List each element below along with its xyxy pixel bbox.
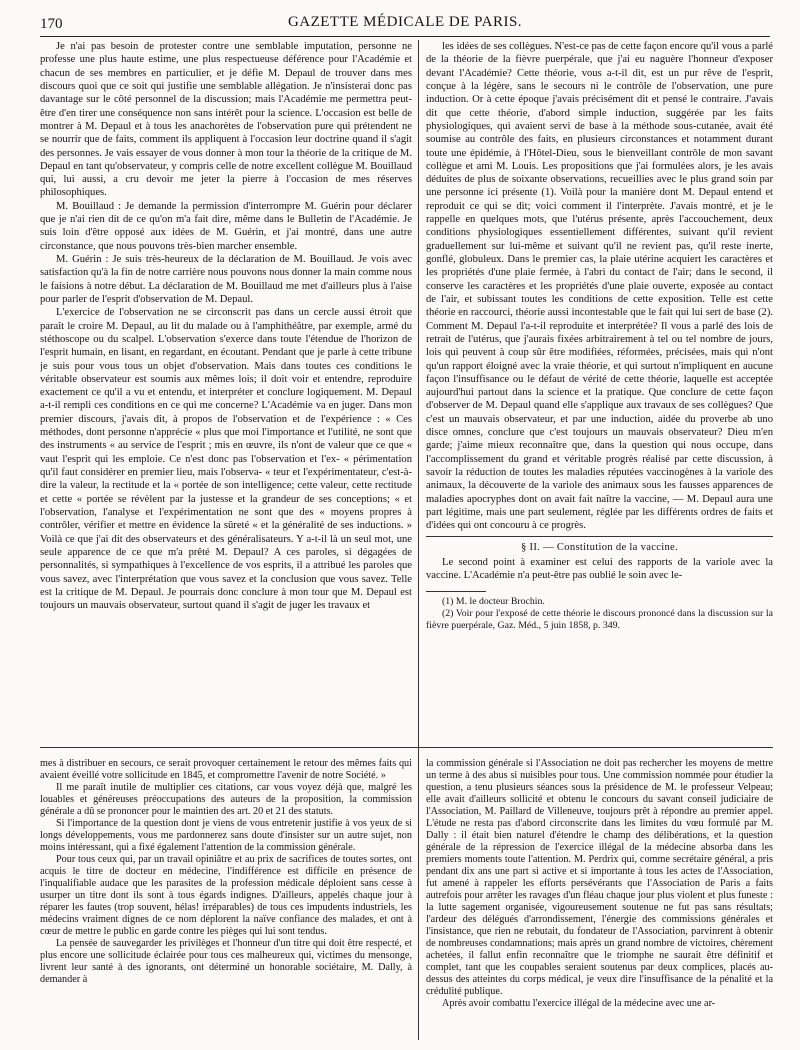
paragraph: L'exercice de l'observation ne se circonscrit pas dans un cercle aussi étroit que paraît le croire M. Depaul, au lit du malade ou à l'amphithéâtre, par exemple, armé du stéthoscope ou du scalpel. L'observation s'exerce dans toute l'étendue de l'horizon de l'esprit humain, en lisant, en regardant, en écoutant. Pendant que je parle à cette tribune je suis pour vous tous un objet d'observation. Mais dans toutes ces conditions le véritable observateur est soumis aux mêmes lois; il doit voir et entendre, reproduire exactement ce qu'il a vu et entendu, et interpréter et conclure logiquement. M. Depaul a-t-il rempli ces conditions en ce qui me concerne? L'Académie va en juger. Dans mon premier discours, j'avais dit, à propos de l'observation et de l'expérience : « Ces méthodes, dont personne n'apprécie « plus que moi l'importance et l'utilité, ne sont que des instruments « au service de l'esprit ; mis en œuvre, ils n'ont de valeur que ce que « vaut l'esprit qui les emploie. Ce n'est donc pas l'observation et l'ex- « périmentation qu'il faut considérer en premier lieu, mais l'observa- « teur et l'expérimentateur, c'est-à-dire la valeur, la rectitude et la « portée de son intelligence; cette valeur, cette rectitude et cette « portée se révèlent par la justesse et la grandeur de ses conceptions; « et l'observation, l'analyse et l'expérimentation ne sont que des « moyens propres à contrôler, vérifier et mettre en évidence la sûreté « et la généralité de ses inductions. » Voilà ce que j'ai dit des observateurs et des généralisateurs. Y a-t-il là un seul mot, une seule apparence de ce que m'a prêté M. Depaul? A ces paroles, si dégagées de personnalités, si sympathiques à l'excellence de vos esprits, il a attribué les paroles que vous savez, avec l'interprétation que vous savez et la conclusion que vous savez. Telle est la critique de M. Depaul. Je pourrais donc conclure à mon tour que M. Depaul est toujours un mauvais observateur, surtout quand il s'agit de juger les travaux et (40, 307, 412, 612)
paragraph: M. Bouillaud : Je demande la permission d'interrompre M. Guérin pour déclarer que je n'ai rien dit de ce qu'on m'a fait dire, même dans le Bulletin de l'Académie. Je suis loin d'être opposé aux idées de M. Guérin, et j'ai montré, dans une autre circonstance, que nous pouvons très-bien marcher ensemble. (40, 200, 412, 252)
top-left-column (40, 40, 412, 740)
paragraph: Il me paraît inutile de multiplier ces citations, car vous voyez déjà que, malgré les louables et généreuses préoccupations des auteurs de la proposition, la commission générale a dû se prononcer pour le maintien des art. 20 et 21 des statuts. (40, 782, 412, 818)
section-heading: § II. — Constitution de la vaccine. (520, 541, 678, 553)
paragraph: Pour tous ceux qui, par un travail opiniâtre et au prix de sacrifices de toutes sortes, ont acquis le titre de docteur en médecine, l'indifférence est difficile en présence de l'inqualifiable audace que les parasites de la profession médicale déploient sans cesse à usurper un titre dont ils sont à tous égards indignes. D'ailleurs, appelés chaque jour à réparer les fautes (trop souvent, hélas! irréparables) de tous ces impudents industriels, les médecins vraiment dignes de ce nom déplorent la naïve confiance des malades, et ont à cœur de mettre le public en garde contre les pièges qui lui sont tendus. (40, 854, 412, 938)
paragraph: Le second point à examiner est celui des rapports de la variole avec la vaccine. L'Académie n'a peut-être pas oublié le soin avec le- (426, 556, 773, 582)
paragraph: mes à distribuer en secours, ce serait provoquer certainement le retour des mêmes faits qui avaient éveillé votre sollicitude en 1845, et compromettre l'avenir de notre Société. » (40, 758, 412, 782)
paragraph: Après avoir combattu l'exercice illégal de la médecine avec une ar- (442, 998, 716, 1010)
footnote: (2) Voir pour l'exposé de cette théorie le discours prononcé dans la discussion sur la fièvre puerpérale, Gaz. Méd., 5 juin 1858, p. 349. (426, 607, 773, 631)
section-divider (40, 747, 773, 748)
journal-title: GAZETTE MÉDICALE DE PARIS. (287, 14, 523, 30)
paragraph: les idées de ses collègues. N'est-ce pas de cette façon encore qu'il vous a parlé de la théorie de la fièvre puerpérale, que j'ai eu naguère l'honneur d'exposer devant l'Académie? Cette théorie, vous a-t-il dit, est un pur rêve de l'esprit, conçue à la légère, sans le secours ni le contrôle de l'observation, une pure induction. Or à cette époque j'avais précisément dit et pensé le contraire. J'avais dit que cette théorie, d'abord simple induction, suggérée par les faits physiologiques, qui avaient servi de base à la méthode sous-cutanée, avait été soumise au contrôle des faits, en plusieurs circonstances et notamment durant toute une épidémie, à l'Hôtel-Dieu, sous le bienveillant contrôle de mon savant collègue et ami M. Louis. Les propositions que j'ai formulées alors, je les avais déduites de plus de soixante observations, recueillies avec le plus grand soin par une personne ici présente (1). Voilà pour la manière dont M. Depaul entend et reproduit ce qui se dit; voici comment il l'interprète. J'avais montré, et je le rappelle en quelques mots, que l'utérus présente, après l'accouchement, deux conditions physiologiques essentiellement différentes, suivant qu'il revient graduellement sur lui-même et suivant qu'il ne revient pas, qu'il reste inerte, gonflé, globuleux. Dans le premier cas, la plaie utérine acquiert les caractères et les propriétés d'une plaie fermée, à l'abri du contact de l'air; dans le second, il conserve les caractères et les propriétés d'une plaie ouverte, exposée au contact de l'air, et subissant toutes les conditions de cette exposition. Telle est cette théorie en raccourci, théorie aussi incontestable que le fait qui lui sert de base (2). Comment M. Depaul l'a-t-il reproduite et interprétée? Il vous a parlé des lois de retrait de l'utérus, que j'aurais fixées arbitrairement à tel ou tel nombre de jours, lois qui peuvent à coup sûr être modifiées, réformées, précisées, mais qui n'ont qu'un rapport éloigné avec la vraie théorie, et qui surtout n'impliquent en aucune façon l'insuffisance ou le défaut de vérité de cette théorie, laquelle est acceptée aujourd'hui partout dans la science et la pratique. Que conclure de cette façon d'observer de M. Depaul quand elle s'applique aux travaux de ses collègues? Que c'est un mauvais observateur, et par une induction, aidée du proverbe ab uno disce omnes, conclure que c'est toujours un mauvais observateur? Dieu m'en garde; j'aime mieux reconnaître que, dans la question qui nous occupe, dans l'accomplissement du grand et véritable progrès réalisé par cette discussion, à savoir la réduction de toutes les maladies réputées vaccinogènes à la variole des animaux, la découverte de la variole des animaux sous les fausses apparences de maladies apocryphes dont on avait fait naître la vaccine, — M. Depaul aura une part légitime, mais une part seulement, réglée par les différents ordres de faits et d'idées qui ont concouru à ce progrès. (426, 41, 773, 532)
paragraph: M. Guérin : Je suis très-heureux de la déclaration de M. Bouillaud. Je vois avec satisfaction qu'à la fin de notre carrière nous pouvons nous donner la main comme nous le faisions à notre début. La déclaration de M. Bouillaud me met d'ailleurs plus à l'aise pour parler de l'esprit d'observation de M. Depaul. (40, 254, 412, 305)
footnote-rule (426, 591, 486, 592)
paragraph: la commission générale si l'Association ne doit pas rechercher les moyens de mettre un terme à des abus si nuisibles pour tous. Une commission nommée pour étudier la question, a tenu plusieurs séances sous la présidence de M. le professeur Velpeau; elle avait d'ailleurs sollicité et obtenu le concours du savant conseil judiciaire de l'Association, M. Paillard de Villeneuve, toujours prêt à répondre au premier appel. L'étude ne resta pas d'abord circonscrite dans les limites du vœu formulé par M. Dally : il était bien naturel d'étendre le champ des délibérations, et la question générale de la répression de l'exercice illégal de la médecine absorba dans les premiers moments toute l'attention. M. Perdrix qui, comme secrétaire général, a pris pendant dix ans une part si active et si importante à tous les actes de l'Association, fut amené à rappeler les efforts persévérants que l'Association de Paris a faits autrefois pour arrêter les ravages d'un fléau chaque jour plus violent et plus funeste : la lutte sagement organisée, vigoureusement soutenue ne fut pas sans résultats; l'ardeur des délégués d'arrondissement, l'énergie des commissions générales et l'insistance, que rien ne rebutait, du fondateur de l'Association, parvinrent à obtenir de nombreuses condamnations; mais après un grand nombre de victoires, chèrement achetées, il fallut enfin reconnaître que le triomphe ne saurait être définitif et complet, tant que les coupables seraient soutenus par deux complices, placés au-dessus des atteintes du corps médical, je veux dire l'insuffisance de la pénalité et la crédulité publique. (426, 758, 773, 998)
bottom-right-column (426, 758, 773, 1045)
paragraph: Je n'ai pas besoin de protester contre une semblable imputation, personne ne professe une plus haute estime, une plus respectueuse déférence pour l'Académie et chacun de ses membres en particulier, et je défie M. Depaul de trouver dans mes discours quoi que ce soit qui justifie une semblable allégation. Je n'insisterai donc pas davantage sur le côté personnel de la discussion; mais l'Académie me permettra peut-être d'en tirer une conséquence non sans intérêt pour la science. L'occasion est belle de montrer à M. Depaul et à tous les anachorètes de l'observation pure qui prétendent ne se nourrir que de faits, comment ils appliquent à l'occasion leur doctrine quand il s'agit des personnes. Je vais essayer de vous donner à mon tour la théorie de la critique de M. Depaul en tant qu'observateur, y compris celle de notre excellent collègue M. Bouillaud qui, lui aussi, a cru devoir me jeter la pierre à l'occasion de mes réserves philosophiques. (40, 41, 412, 199)
heading-rule (426, 536, 773, 537)
page-number: 170 (40, 16, 63, 32)
footnotes (426, 596, 773, 632)
page-header (40, 6, 770, 37)
bottom-left-column (40, 758, 412, 1045)
footnote: (1) M. le docteur Brochin. (442, 595, 545, 607)
paragraph: La pensée de sauvegarder les privilèges et l'honneur d'un titre qui doit être respecté, et plus encore une sollicitude éclairée pour tous ces malheureux qui, victimes du mensonge, livrent leur santé à des ignorants, ont déterminé un honorable sociétaire, M. Dally, à demander à (40, 938, 412, 986)
paragraph: Si l'importance de la question dont je viens de vous entretenir justifie à vos yeux de si longs développements, vous me pardonnerez sans doute d'insister sur un autre sujet, non moins intéressant, qui a fixé également l'attention de la commission générale. (40, 818, 412, 854)
top-right-column (426, 40, 773, 740)
column-divider (418, 40, 419, 1040)
